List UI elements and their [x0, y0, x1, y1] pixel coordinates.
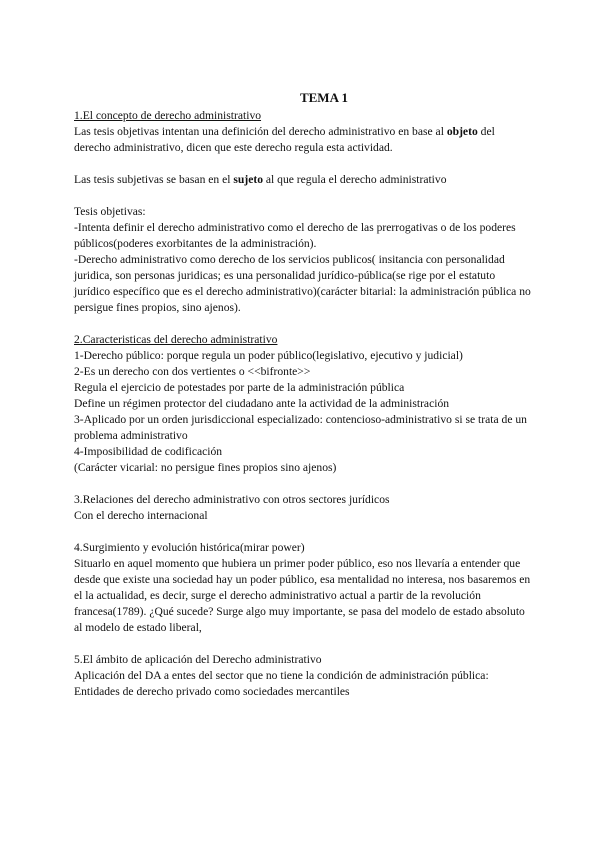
section-1-paragraph-subjetivas: Las tesis subjetivas se basan en el sujeto al que regula el derecho administrativo: [74, 173, 447, 186]
section-2-line: 1-Derecho público: porque regula un poder público(legislativo, ejecutivo y judicial): [74, 349, 463, 362]
section-2-heading: 2.Caracteristicas del derecho administrativo: [74, 333, 278, 346]
section-5-line-2: Entidades de derecho privado como sociedades mercantiles: [74, 685, 350, 698]
section-5-heading: 5.El ámbito de aplicación del Derecho administrativo: [74, 653, 322, 666]
section-2-line: Regula el ejercicio de potestades por parte de la administración pública: [74, 381, 405, 394]
section-2-line: 3-Aplicado por un orden jurisdiccional especializado: contencioso-administrativo si se trata de un problema administrativo: [74, 413, 527, 442]
tesis-item-2: -Derecho administrativo como derecho de los servicios publicos( insitancia con personalidad juridica, son personas juridicas; es una personalidad jurídico-pública(se rige por el estatuto jurídico específico que es el derecho administrativo)(carácter bitarial: la administración pública no persigue fines propios, sino ajenos).: [74, 253, 531, 314]
document-body: [74, 90, 534, 700]
section-4-heading: 4.Surgimiento y evolución histórica(mirar power): [74, 541, 305, 554]
section-1-heading: 1.El concepto de derecho administrativo: [74, 109, 262, 122]
section-3-heading: 3.Relaciones del derecho administrativo con otros sectores jurídicos: [74, 493, 390, 506]
page-title: TEMA 1: [299, 90, 349, 105]
section-2-line: 4-Imposibilidad de codificación: [74, 445, 223, 458]
tesis-objetivas-label: Tesis objetivas:: [74, 205, 146, 218]
section-4-paragraph: Situarlo en aquel momento que hubiera un primer poder público, eso nos llevaría a entender que desde que existe una sociedad hay un poder público, esa mentalidad no interesa, nos basaremos en el la actualidad, es decir, surge el derecho administrativo actual a partir de la revolución francesa(1789). ¿Qué sucede? Surge algo muy importante, se pasa del modelo de estado absoluto al modelo de estado liberal,: [74, 557, 531, 634]
bold-sujeto: sujeto: [233, 173, 263, 186]
bold-objeto: objeto: [446, 125, 478, 138]
section-5-line-1: Aplicación del DA a entes del sector que no tiene la condición de administración pública:: [74, 669, 489, 682]
tesis-item-1: -Intenta definir el derecho administrativo como el derecho de las prerrogativas o de los poderes públicos(poderes exorbitantes de la administración).: [74, 221, 516, 250]
section-2-line: (Carácter vicarial: no persigue fines propios sino ajenos): [74, 461, 337, 474]
section-1-paragraph-objetivas: Las tesis objetivas intentan una definición del derecho administrativo en base al objeto del derecho administrativo, dicen que este derecho regula esta actividad.: [74, 125, 495, 154]
section-3-line: Con el derecho internacional: [74, 509, 208, 522]
section-2-line: 2-Es un derecho con dos vertientes o <<bifronte>>: [74, 365, 311, 378]
section-2-line: Define un régimen protector del ciudadano ante la actividad de la administración: [74, 397, 450, 410]
